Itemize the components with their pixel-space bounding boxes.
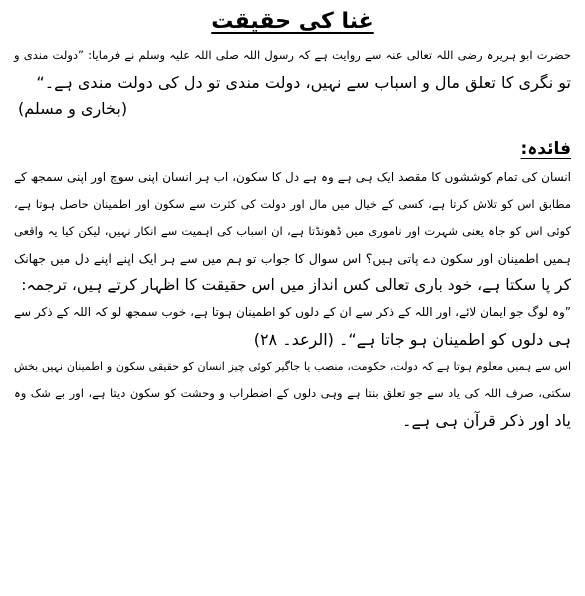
title-container — [14, 8, 571, 36]
hadith-reference: (بخاری و مسلم) — [18, 99, 128, 118]
hadith-text — [14, 42, 571, 96]
quran-translation-line: ”وہ لوگ جو ایمان لائے، اور اللہ کے ذکر سے ان کے دلوں کو اطمینان ہوتا ہے، خوب سمجھ لو کہ اللہ کے ذکر سے — [14, 305, 571, 319]
benefit-text — [14, 164, 571, 434]
hadith-line: حضرت ابو ہریرہ رضی اللہ تعالی عنہ سے روایت ہے کہ رسول اللہ صلی اللہ علیہ وسلم نے فرمایا: ”دولت مندی و — [14, 48, 571, 62]
benefit-line: کوئی اس کو جاہ یعنی شہرت اور ناموری میں ڈھونڈتا ہے، ان اسباب کی اہمیت سے انکار نہیں، لیکن کیا یہ واقعی — [14, 224, 571, 238]
benefit-line: مطابق اس کو تلاش کرتا ہے، کسی کے خیال میں مال اور دولت کی کثرت سے سکون اور اطمینان حاصل ہوتا ہے، — [14, 197, 571, 211]
benefit-heading: فائدہ: — [520, 139, 571, 159]
benefit-line: یاد اور ذکر قرآن ہی ہے۔ — [402, 411, 571, 430]
benefit-line: انسان کی تمام کوششوں کا مقصد ایک ہی ہے وہ ہے دل کا سکون، اب ہر انسان اپنی سوچ اور اپنی سمجھ کے — [14, 170, 571, 184]
page-title: غنا کی حقیقت — [211, 9, 374, 34]
benefit-line: کر پا سکتا ہے، خود باری تعالی کس انداز میں اس حقیقت کا اظہار کرتے ہیں، ترجمہ: — [21, 276, 571, 294]
benefit-line: سکتی، صرف اللہ کی یاد سے جو تعلق بنتا ہے وہی دلوں کے اضطراب و وحشت کو سکون دیتا ہے، اور بے شک وہ — [14, 386, 571, 400]
benefit-line: اس سے ہمیں معلوم ہوتا ہے کہ دولت، حکومت، منصب یا جاگیر کوئی چیز انسان کو حقیقی سکون و اطمینان نہیں بخش — [14, 360, 571, 373]
quran-translation-line: ہی دلوں کو اطمینان ہو جاتا ہے“۔ (الرعد۔ ۲۸) — [253, 330, 571, 349]
benefit-line: ہمیں اطمینان اور سکون دے پاتی ہیں؟ اس سوال کا جواب تو ہم میں سے ہر ایک اپنے اپنے دل میں جھانک — [14, 251, 571, 266]
hadith-line: تو نگری کا تعلق مال و اسباب سے نہیں، دولت مندی تو دل کی دولت مندی ہے۔“ — [36, 73, 571, 92]
